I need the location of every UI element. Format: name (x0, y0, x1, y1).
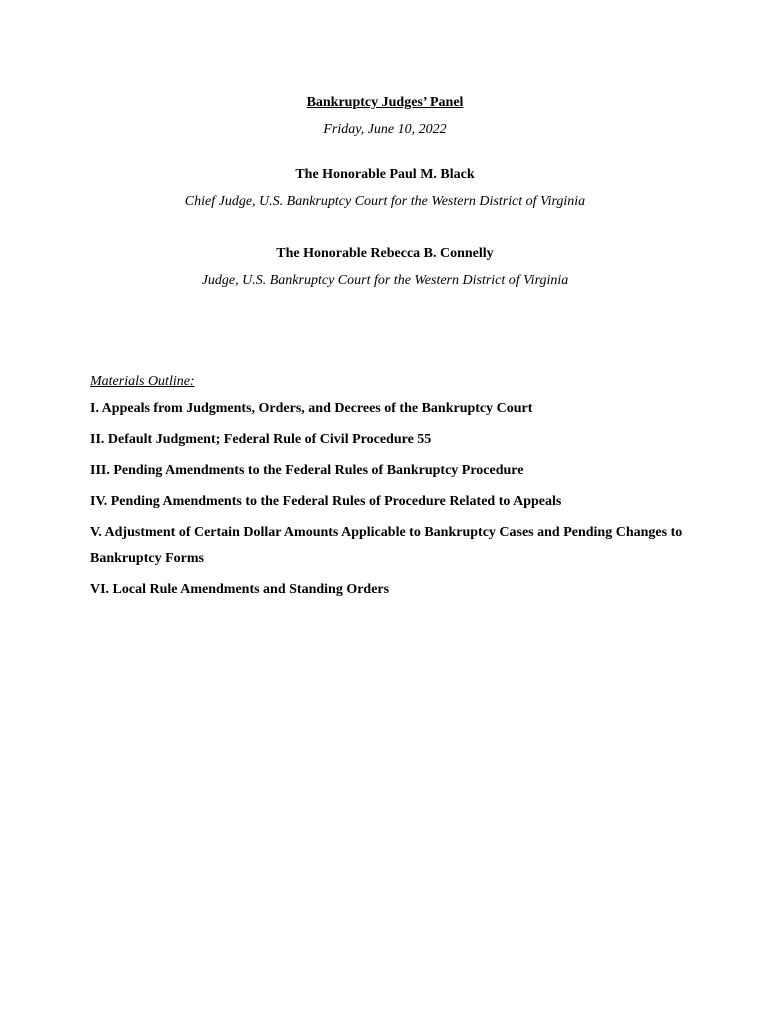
outline-heading: Materials Outline: (90, 374, 195, 389)
outline-item-dollar-amounts: V. Adjustment of Certain Dollar Amounts Applicable to Bankruptcy Cases and Pending Changes to Bankruptcy Forms (90, 525, 683, 566)
judge-name-black: The Honorable Paul M. Black (295, 167, 475, 182)
outline-item-appeals: I. Appeals from Judgments, Orders, and Decrees of the Bankruptcy Court (90, 401, 533, 416)
outline-item-bankruptcy-procedure: III. Pending Amendments to the Federal Rules of Bankruptcy Procedure (90, 463, 524, 478)
judge-title-black: Chief Judge, U.S. Bankruptcy Court for the Western District of Virginia (184, 194, 586, 209)
outline-item-local-rules: VI. Local Rule Amendments and Standing Orders (90, 582, 390, 597)
materials-outline (90, 373, 710, 612)
outline-item-appeals-rules: IV. Pending Amendments to the Federal Rules of Procedure Related to Appeals (90, 494, 562, 509)
judge-name-connelly: The Honorable Rebecca B. Connelly (276, 246, 494, 261)
panel-title: Bankruptcy Judges’ Panel (306, 95, 464, 110)
outline-list (90, 396, 710, 603)
panel-date: Friday, June 10, 2022 (323, 122, 447, 137)
outline-item-default-judgment: II. Default Judgment; Federal Rule of Civil Procedure 55 (90, 432, 432, 447)
judge-title-connelly: Judge, U.S. Bankruptcy Court for the Western District of Virginia (201, 273, 569, 288)
